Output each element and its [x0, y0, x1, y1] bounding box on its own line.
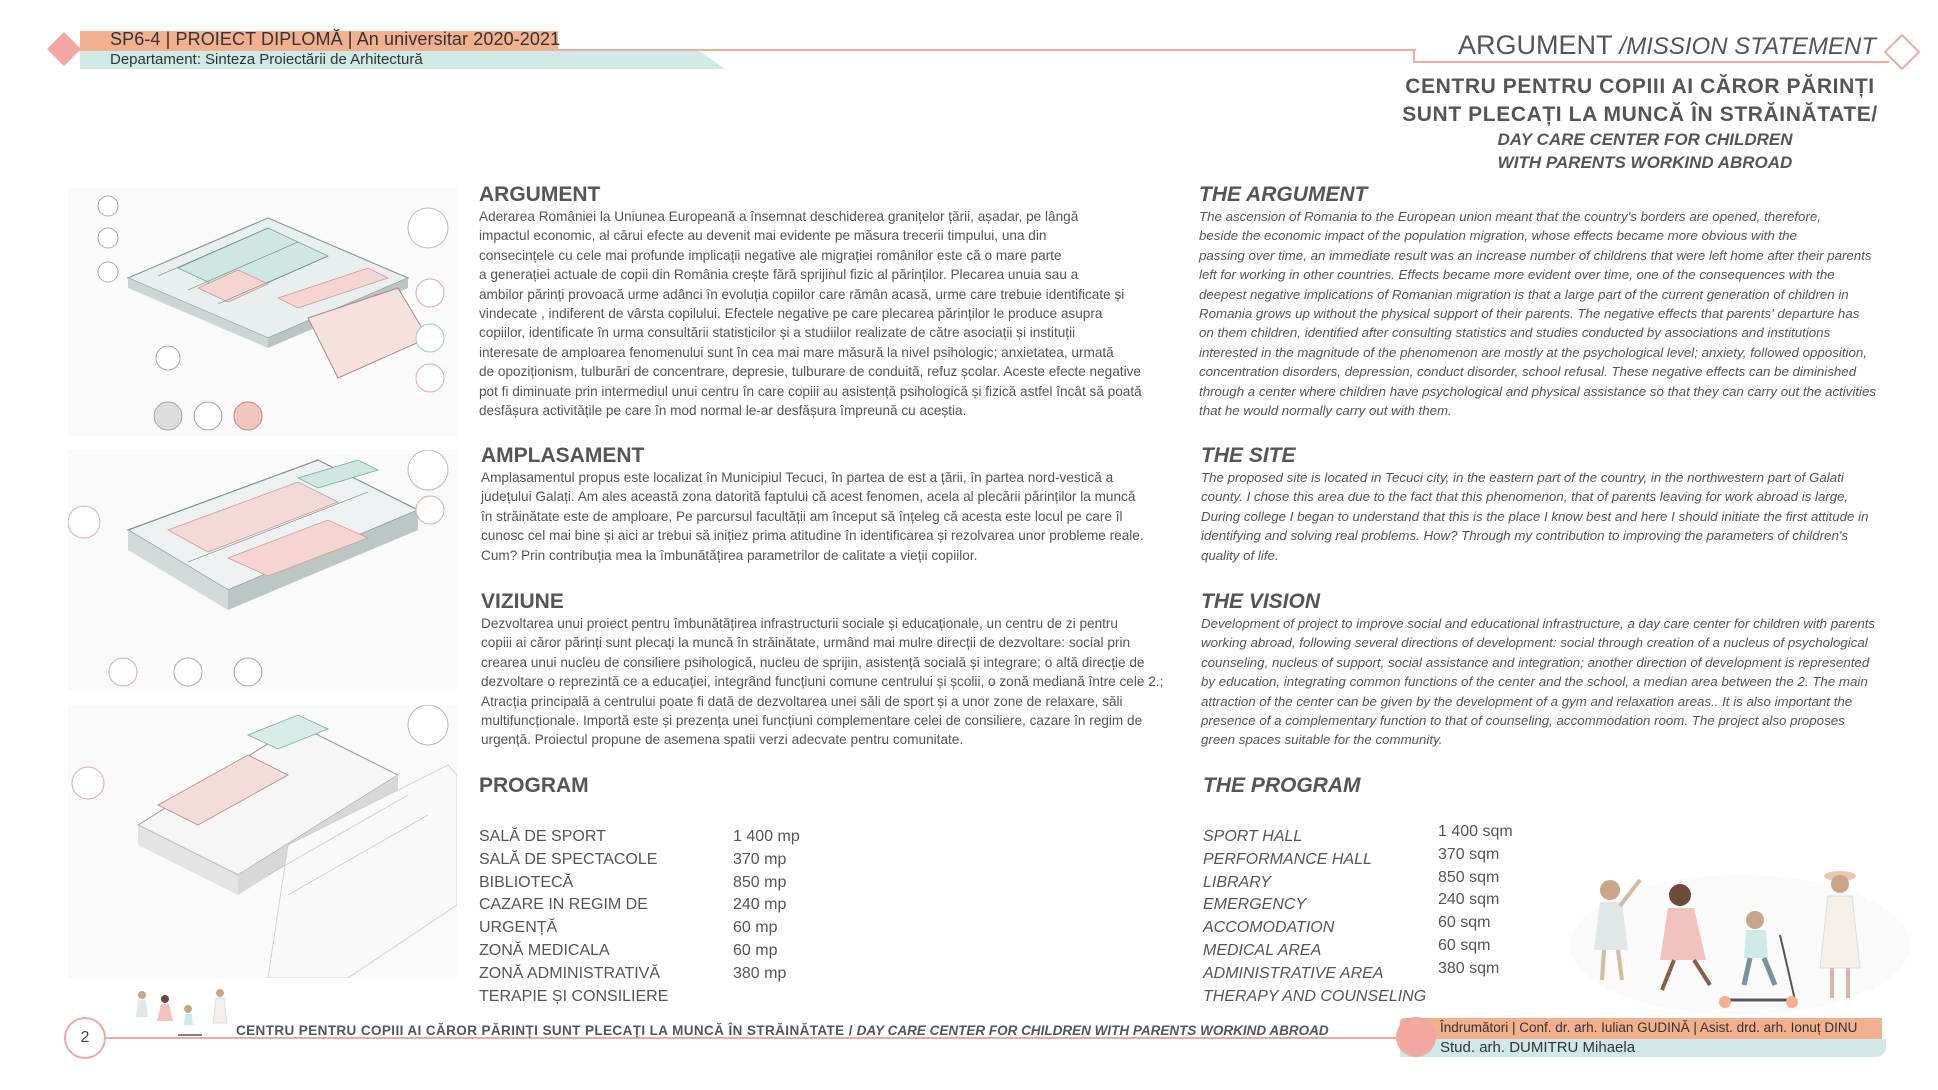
ro-program-areas — [733, 826, 853, 986]
mission-title — [1458, 30, 1876, 61]
ro-argument-line: de opoziționism, tulburări de concentrare, depresie, tulburare de conduită, refuz școlar. Aceste efecte negative — [479, 364, 1141, 380]
mission-argument-label: ARGUMENT — [1458, 30, 1613, 60]
en-program-name: PERFORMANCE HALL — [1203, 850, 1372, 868]
footer-circle-icon — [1396, 1017, 1436, 1057]
footer-children-icon — [130, 985, 235, 1040]
header-diamond-outline-icon — [1884, 34, 1921, 71]
en-vision-line: Development of project to improve social and educational infrastructure, a day care center for children with parents — [1201, 616, 1876, 631]
en-program-area: 370 sqm — [1438, 845, 1500, 863]
ro-program-area: 60 mp — [733, 919, 778, 937]
en-vision-heading: THE VISION — [1201, 590, 1321, 613]
ro-vision-line: Atracția principală a centrului poate fi dată de dezvoltarea unei săli de sport și a unor zone de relaxare, săli — [481, 693, 1123, 709]
ro-site-line: în străinătate este de amploare, Pe parcursul facultății am început să înțeleg că acesta este locul pe care îl — [481, 508, 1123, 524]
en-program-areas — [1438, 821, 1558, 981]
axonometric-plate-1 — [68, 188, 457, 436]
project-title-en-line2: WITH PARENTS WORKIND ABROAD — [1497, 153, 1793, 172]
en-vision-line: counseling, nucleus of support, social assistance and integration; another direction of development is represented — [1201, 654, 1870, 670]
ro-vision-line: crearea unui nucleu de consiliere psihologică, nucleu de sprijin, asistență socială și integrare; o altă direcție de — [481, 654, 1145, 670]
ro-program-name: ZONĂ MEDICALA — [479, 941, 610, 959]
en-site-line: The proposed site is located in Tecuci city, in the eastern part of the country, in the northwestern part of Galati — [1201, 470, 1844, 485]
en-argument-line: beside the economic impact of the population migration, whose effects became more obvious with the — [1199, 228, 1797, 244]
axonometric-drawing-2 — [68, 450, 457, 690]
ro-site-heading: AMPLASAMENT — [481, 444, 645, 467]
en-vision-line: presence of a complementary function to that of counseling, accommodation room. The project also proposes — [1201, 713, 1845, 729]
ro-argument-line: vindecate , indiferent de vârsta copilului. Efectele negative pe care plecarea părinților le produce asupra — [479, 306, 1103, 322]
en-argument-line: interested in the magnitude of the phenomenon are mostly at the psychological level; anxiety, followed opposition, — [1199, 344, 1867, 360]
ro-argument-line: copiilor, identificate în urma consultării statisticilor și a studiilor realizate de către asociații și instituții — [479, 325, 1076, 341]
ro-vision-line: dezvoltare o reprezintă ce a educației, integrând funcțiuni comune centrului și școlii, o zonă mediană între cele 2.; — [481, 674, 1164, 690]
en-site-body — [1201, 468, 1921, 565]
en-program-area: 240 sqm — [1438, 891, 1500, 909]
ro-vision-body — [481, 614, 1201, 750]
ro-program-area: 370 mp — [733, 850, 787, 868]
children-illustration — [1570, 850, 1910, 1020]
ro-program-name: TERAPIE ȘI CONSILIERE — [479, 987, 669, 1005]
ro-program-area: 60 mp — [733, 941, 778, 959]
ro-argument-body — [479, 207, 1179, 420]
en-vision-line: by education, integrating common functions of the center and the school, a median area between the 2. The main — [1201, 674, 1868, 690]
ro-site-line: Amplasamentul propus este localizat în Municipiul Tecuci, în partea de est a țării, în partea nord-vestică a — [481, 470, 1114, 485]
ro-program-name: CAZARE IN REGIM DE URGENȚĂ — [479, 896, 648, 937]
ro-argument-line: ambilor părinți provoacă urme adânci în evoluția copiilor care rămân acasă, urme care trebuie identificate și — [479, 286, 1125, 302]
en-argument-line: that he would normally carry out with them. — [1199, 403, 1452, 419]
en-vision-line: attraction of the center can be given by the development of a gym and relaxation areas.. It is also important the — [1201, 693, 1853, 709]
ro-argument-line: Aderarea României la Uniunea Europeană a însemnat deschiderea granițelor țării, așadar, pe lângă — [479, 209, 1079, 224]
en-program-area: 380 sqm — [1438, 959, 1500, 977]
en-site-line: county. I chose this area due to the fact that this phenomenon, that of parents leaving for work abroad is large, — [1201, 489, 1849, 505]
footer-title-ro: CENTRU PENTRU COPIII AI CĂROR PĂRINȚI SUNT PLECAȚI LA MUNCĂ ÎN STRĂINĂTATE / — [236, 1023, 853, 1038]
en-site-line: quality of life. — [1201, 547, 1279, 563]
en-program-name: ADMINISTRATIVE AREA — [1203, 964, 1384, 982]
ro-argument-line: pot fi diminuate prin intermediul unui centru în care copiii au asistență psihologică și fizică astfel încât să poată — [479, 383, 1142, 399]
en-program-name: EMERGENCY ACCOMODATION — [1203, 896, 1335, 937]
en-site-line: identifying and solving real problems. How? Through my contribution to improving the parameters of children's — [1201, 528, 1849, 544]
ro-program-names — [479, 826, 719, 1008]
axonometric-plate-3 — [68, 705, 457, 978]
en-vision-line: green spaces suitable for the community. — [1201, 732, 1443, 748]
en-argument-line: concentration disorders, depression, conduct disorder, school refusal. These negative effects can be diminished — [1199, 364, 1857, 380]
en-site-line: During college I began to understand that this is the place I know best and here I should initiate the first attitude in — [1201, 508, 1869, 524]
header-department-line: Departament: Sinteza Proiectării de Arhitectură — [110, 51, 423, 68]
en-site-heading: THE SITE — [1201, 444, 1296, 467]
header-diamond-icon — [47, 32, 81, 66]
en-argument-heading: THE ARGUMENT — [1199, 183, 1368, 206]
ro-program-area: 380 mp — [733, 964, 787, 982]
ro-vision-heading: VIZIUNE — [481, 590, 564, 613]
ro-site-line: cunosc cel mai bine și aici ar trebui să inițiez prima atitudine în identificarea și rezolvarea unor probleme reale. — [481, 528, 1144, 544]
footer-title-en: DAY CARE CENTER FOR CHILDREN WITH PARENTS WORKIND ABROAD — [852, 1023, 1329, 1038]
ro-program-area: 240 mp — [733, 896, 787, 914]
footer-project-title — [236, 1023, 1329, 1038]
ro-vision-line: Dezvoltarea unui proiect pentru îmbunătățirea infrastructurii sociale și educaționale, un centru de zi pentru — [481, 616, 1118, 631]
en-vision-line: working abroad, following several directions of development: social through creation of a nucleus of psychological — [1201, 635, 1868, 651]
en-argument-line: passing over time, an immediate result was an increase number of childrens that were left home after their parents — [1199, 247, 1872, 263]
project-title-ro — [1360, 73, 1920, 129]
ro-argument-line: consecințele cu cele mai profunde implicații negative ale migrației românilor este că o mare parte — [479, 247, 1062, 263]
ro-program-name: SALĂ DE SPORT — [479, 828, 606, 845]
ro-program-heading: PROGRAM — [479, 774, 589, 797]
en-program-name: LIBRARY — [1203, 873, 1271, 891]
footer-student: Stud. arh. DUMITRU Mihaela — [1440, 1039, 1636, 1056]
axonometric-drawing-3 — [68, 705, 457, 978]
axonometric-drawing-1 — [68, 188, 457, 436]
ro-argument-line: desfășura activitățile pe care în mod normal le-ar desfășura împreună cu aceștia. — [479, 403, 967, 419]
ro-argument-line: a generației actuale de copii din România crește fără sprijinul fizic al părinților. Plecarea unuia sau a — [479, 267, 1079, 283]
ro-argument-line: impactul economic, al cărui efecte au devenit mai evidente pe măsura trecerii timpului, una din — [479, 228, 1047, 244]
ro-argument-heading: ARGUMENT — [479, 183, 601, 206]
ro-vision-line: copiii ai căror părinți sunt plecați la muncă în străinătate, urmând mai mulre direcții de dezvoltare: social prin — [481, 635, 1131, 651]
ro-vision-line: urgență. Proiectul propune de asemena spatii verzi adecvate pentru comunitate. — [481, 732, 964, 748]
mission-statement-label: /MISSION STATEMENT — [1619, 33, 1876, 60]
en-argument-line: through a center where children have psychological and physical assistance so that they can carry out the activities — [1199, 383, 1877, 399]
en-program-name: THERAPY AND COUNSELING — [1203, 987, 1427, 1005]
project-title-en — [1400, 128, 1890, 174]
en-program-names — [1203, 826, 1433, 1008]
project-title-ro-line2: SUNT PLECAȚI LA MUNCĂ ÎN STRĂINĂTATE/ — [1402, 103, 1878, 126]
ro-program-name: ZONĂ ADMINISTRATIVĂ — [479, 964, 661, 982]
en-program-area: 1 400 sqm — [1438, 823, 1513, 840]
en-program-area: 60 sqm — [1438, 936, 1491, 954]
ro-argument-line: interesate de amploarea fenomenului sunt în cea mai mare măsură la nivel psihologic; anxietatea, urmată — [479, 344, 1114, 360]
en-argument-body — [1199, 207, 1919, 420]
en-program-name: MEDICAL AREA — [1203, 941, 1322, 959]
en-program-heading: THE PROGRAM — [1203, 774, 1361, 797]
project-title-ro-line1: CENTRU PENTRU COPIII AI CĂROR PĂRINȚI — [1405, 75, 1875, 98]
page-number: 2 — [64, 1017, 106, 1059]
en-argument-line: Romania grows up without the physical support of their parents. The negative effects that parents' departure has — [1199, 306, 1860, 322]
en-argument-line: The ascension of Romania to the European union meant that the country's borders are opened, therefore, — [1199, 209, 1821, 224]
en-program-area: 850 sqm — [1438, 868, 1500, 886]
en-argument-line: left for working in other countries. Effects became more evident over time, one of the consequences with the — [1199, 267, 1835, 283]
ro-site-body — [481, 468, 1181, 565]
ro-program-area: 850 mp — [733, 873, 787, 891]
en-program-name: SPORT HALL — [1203, 828, 1303, 845]
ro-program-name: SALĂ DE SPECTACOLE — [479, 850, 658, 868]
footer-tutors: Îndrumători | Conf. dr. arh. Iulian GUDINĂ | Asist. drd. arh. Ionuț DINU — [1440, 1020, 1858, 1035]
en-argument-line: on them children, identified after consulting statistics and studies conducted by associations and institutions — [1199, 325, 1831, 341]
axonometric-plate-2 — [68, 450, 457, 690]
project-title-en-line1: DAY CARE CENTER FOR CHILDREN — [1497, 130, 1793, 149]
mission-rule — [1413, 61, 1889, 63]
en-vision-body — [1201, 614, 1931, 750]
ro-vision-line: multifuncționale. Importă este și prezența unei funcțiuni complementare celei de consiliere, cazare în regim de — [481, 713, 1143, 729]
ro-site-line: Cum? Prin contribuția mea la îmbunătățirea parametrilor de calitate a vieții copiilor. — [481, 547, 978, 563]
ro-program-area: 1 400 mp — [733, 828, 800, 845]
en-argument-line: deepest negative implications of Romanian migration is that a large part of the current generation of children in — [1199, 286, 1849, 302]
header-course-line: SP6-4 | PROIECT DIPLOMĂ | An universitar 2020-2021 — [110, 29, 561, 49]
en-program-area: 60 sqm — [1438, 914, 1491, 932]
ro-program-name: BIBLIOTECĂ — [479, 873, 574, 891]
ro-site-line: județului Galați. Am ales această zona datorită faptului că acest fenomen, acela al plecării părinților la muncă — [481, 489, 1136, 505]
